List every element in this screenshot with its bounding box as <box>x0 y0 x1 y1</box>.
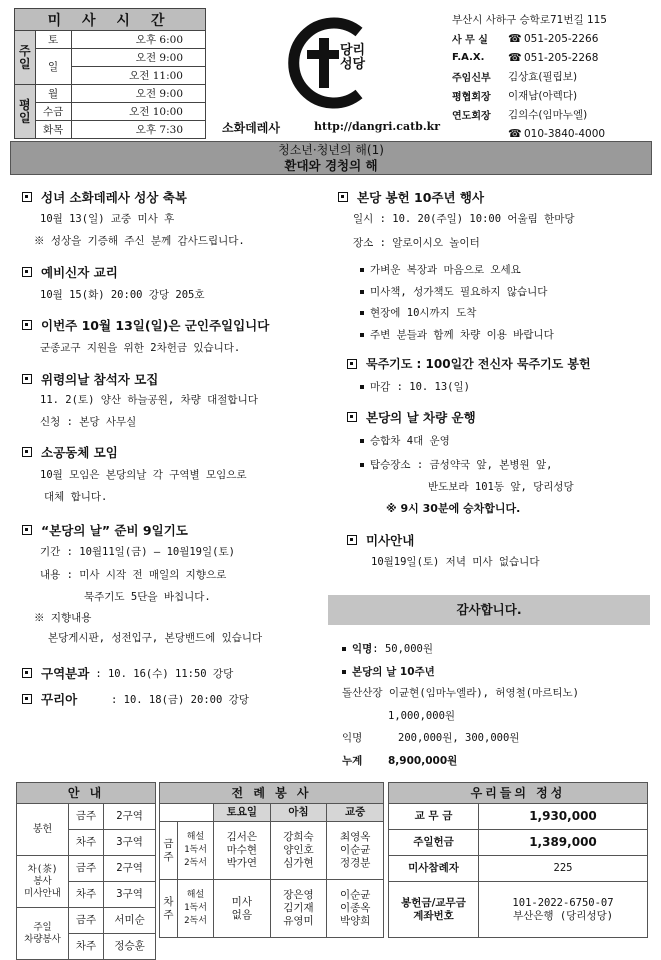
checkbox-bullet-icon <box>22 694 32 704</box>
notice-heading: 미사안내 <box>347 531 414 549</box>
guide-week: 차주 <box>69 934 104 960</box>
weekday-group-label: 평 일 <box>15 85 36 139</box>
liturgy-title: 전 례 봉 사 <box>160 783 384 804</box>
bullet-line: 탑승장소 : 금성약국 앞, 본병원 앞, <box>360 457 552 472</box>
offering-value: 1,389,000 <box>479 830 648 856</box>
notice-heading: “본당의 날” 준비 9일기도 <box>22 521 188 539</box>
guide-value: 3구역 <box>104 830 156 856</box>
guide-week: 차주 <box>69 882 104 908</box>
logo-text-line2: 성당 <box>340 57 366 72</box>
bullet-line: 주변 분들과 함께 차량 이용 바랍니다 <box>360 327 554 342</box>
liturgy-col-header: 토요일 <box>214 804 271 822</box>
notice-line: 장소 : 알로이시오 놀이터 <box>353 237 480 249</box>
assoc-phone: 010-3840-4000 <box>524 127 606 140</box>
notice-line: ※ 9시 30분에 승차합니다. <box>386 502 521 515</box>
offering-value: 1,930,000 <box>479 804 648 830</box>
guide-value: 2구역 <box>104 856 156 882</box>
thanks-heading: 감사합니다. <box>328 595 650 625</box>
offering-value: 225 <box>479 856 648 882</box>
mass-time: 오후 6:00 <box>71 31 205 49</box>
notice-line: ※ 지향내용 <box>34 612 92 624</box>
notice-line: 10월 모임은 본당의날 각 구역별 모임으로 <box>40 469 247 481</box>
notice-line: 본당게시판, 성전입구, 본당밴드에 있습니다 <box>48 632 263 644</box>
notice-heading: 이번주 10월 13일(일)은 군인주일입니다 <box>22 316 269 334</box>
theme-banner <box>10 141 652 175</box>
liturgy-names: 김서은 마수현 박가연 <box>214 822 271 880</box>
notice-line: 10월 15(화) 20:00 강당 205호 <box>40 289 205 301</box>
notice-line: 반도보라 101동 앞, 당리성당 <box>428 481 574 493</box>
council-label: 평협회장 <box>452 92 491 103</box>
guide-row-label: 봉헌 <box>17 804 69 856</box>
offering-label: 미사참례자 <box>389 856 479 882</box>
liturgy-role: 해설 1독서 2독서 <box>178 880 214 938</box>
banner-line2: 환대와 경청의 해 <box>284 158 378 173</box>
notice-heading: 본당의 날 차량 운행 <box>347 408 476 426</box>
notice-heading: 예비신자 교리 <box>22 263 118 281</box>
office-phone: 051-205-2266 <box>524 32 599 45</box>
checkbox-bullet-icon <box>22 668 32 678</box>
address: 부산시 사하구 승학로71번길 115 <box>452 14 607 26</box>
fax-label: F.A.X. <box>452 52 485 63</box>
bullet-icon <box>360 268 364 272</box>
mass-time: 오전 11:00 <box>71 67 205 85</box>
notice-line: 묵주기도 5단을 바칩니다. <box>84 591 211 603</box>
notice-line: 11. 2(토) 양산 하늘공원, 차량 대절합니다 <box>40 394 258 406</box>
mass-time: 오전 9:00 <box>71 49 205 67</box>
phone-icon: ☎ <box>508 127 522 140</box>
mass-time: 오전 10:00 <box>71 103 205 121</box>
bullet-icon <box>360 311 364 315</box>
liturgy-names: 미사 없음 <box>214 880 271 938</box>
guide-value: 서미순 <box>104 908 156 934</box>
mass-day: 토 <box>35 31 71 49</box>
guide-week: 차주 <box>69 830 104 856</box>
assoc-label: 연도회장 <box>452 111 491 122</box>
bullet-line: 현장에 10시까지 도착 <box>360 305 476 320</box>
thanks-total: 누계 8,900,000원 <box>342 755 458 767</box>
offering-label: 봉헌금/교무금 계좌번호 <box>389 882 479 938</box>
thanks-line: 익명: 50,000원 <box>342 641 433 656</box>
guide-title: 안 내 <box>17 783 156 804</box>
liturgy-role: 해설 1독서 2독서 <box>178 822 214 880</box>
notice-line: 대체 합니다. <box>44 491 108 503</box>
liturgy-names: 최영옥 이순균 정경분 <box>327 822 384 880</box>
fax-number: 051-205-2268 <box>524 51 599 64</box>
notice-line: 일시 : 10. 20(주일) 10:00 어울림 한마당 <box>353 213 575 225</box>
notice-line: 10월 13(일) 교중 미사 후 <box>40 213 175 225</box>
notice-line: 기간 : 10월11일(금) – 10월19일(토) <box>40 546 235 558</box>
thanks-line: 1,000,000원 <box>388 710 456 722</box>
liturgy-names: 강희숙 양인호 심가현 <box>270 822 327 880</box>
liturgy-col-header: 교중 <box>327 804 384 822</box>
guide-week: 금주 <box>69 856 104 882</box>
notice-line: 내용 : 미사 시작 전 매일의 지향으로 <box>40 569 227 581</box>
mass-day: 월 <box>35 85 71 103</box>
banner-line1: 청소년·청년의 해(1) <box>278 143 384 157</box>
liturgy-week: 금 주 <box>160 822 178 880</box>
mass-day: 수금 <box>35 103 71 121</box>
bullet-icon <box>360 333 364 337</box>
checkbox-bullet-icon <box>22 447 32 457</box>
notice-heading: 위령의날 참석자 모집 <box>22 370 158 388</box>
guide-value: 정승훈 <box>104 934 156 960</box>
notice-heading: 꾸리아 : 10. 18(금) 20:00 강당 <box>22 690 249 708</box>
checkbox-bullet-icon <box>22 320 32 330</box>
guide-row-label: 주일 차량봉사 <box>17 908 69 960</box>
mass-schedule-title: 미 사 시 간 <box>15 9 206 31</box>
checkbox-bullet-icon <box>22 525 32 535</box>
assoc-president: 김의수(임마누엘) <box>508 109 588 121</box>
office-label: 사 무 실 <box>452 35 488 46</box>
liturgy-col-header: 아침 <box>270 804 327 822</box>
notice-line: : 10. 16(수) 11:50 강당 <box>95 667 234 680</box>
bullet-icon <box>360 439 364 443</box>
sunday-group-label: 주 일 <box>15 31 36 85</box>
bullet-icon <box>342 670 346 674</box>
thanks-line: 본당의 날 10주년 <box>342 664 435 679</box>
notice-heading: 구역분과 : 10. 16(수) 11:50 강당 <box>22 664 233 682</box>
guide-row-label: 차(茶) 봉사 미사안내 <box>17 856 69 908</box>
notice-line: ※ 성상을 기증해 주신 분께 감사드립니다. <box>34 235 245 247</box>
liturgy-table <box>159 782 384 938</box>
notice-heading: 소공동체 모임 <box>22 443 118 461</box>
bullet-icon <box>342 647 346 651</box>
phone-icon: ☎ <box>508 51 522 64</box>
bullet-line: 가벼운 복장과 마음으로 오세요 <box>360 262 521 277</box>
bullet-line: 마감 : 10. 13(일) <box>360 379 470 394</box>
thanks-line: 돌산산장 이균현(임마누엘라), 허영철(마르티노) <box>342 687 579 699</box>
notice-line: 신청 : 본당 사무실 <box>40 416 137 428</box>
mass-schedule-table <box>14 8 206 139</box>
mass-day: 일 <box>35 49 71 85</box>
notice-heading: 묵주기도 : 100일간 전신자 묵주기도 봉헌 <box>347 355 591 372</box>
bullet-icon <box>360 290 364 294</box>
checkbox-bullet-icon <box>22 192 32 202</box>
guide-table <box>16 782 156 960</box>
checkbox-bullet-icon <box>22 374 32 384</box>
offering-title: 우리들의 정성 <box>389 783 648 804</box>
parish-name: 소화데레사 <box>222 121 280 135</box>
parish-logo <box>281 18 391 108</box>
thanks-line: 익명 200,000원, 300,000원 <box>342 732 520 744</box>
mass-time: 오후 7:30 <box>71 121 205 139</box>
offering-label: 주일헌금 <box>389 830 479 856</box>
liturgy-week: 차 주 <box>160 880 178 938</box>
bullet-icon <box>360 385 364 389</box>
church-cross-logo-icon <box>281 18 391 108</box>
checkbox-bullet-icon <box>338 192 348 202</box>
notice-line: : 10. 18(금) 20:00 강당 <box>111 693 249 706</box>
bullet-line: 승합차 4대 운영 <box>360 433 450 448</box>
bullet-line: 미사책, 성가책도 필요하지 않습니다 <box>360 284 547 299</box>
guide-week: 금주 <box>69 908 104 934</box>
checkbox-bullet-icon <box>347 412 357 422</box>
phone-icon: ☎ <box>508 32 522 45</box>
mass-day: 화목 <box>35 121 71 139</box>
notice-line: 10월19일(토) 저녁 미사 없습니다 <box>371 556 540 568</box>
contact-info <box>452 10 657 143</box>
mass-time: 오전 9:00 <box>71 85 205 103</box>
offering-table <box>388 782 648 938</box>
guide-value: 2구역 <box>104 804 156 830</box>
checkbox-bullet-icon <box>347 535 357 545</box>
notice-heading: 본당 봉헌 10주년 행사 <box>338 188 484 206</box>
notice-line: 군종교구 지원을 위한 2차헌금 있습니다. <box>40 342 241 354</box>
offering-label: 교 무 금 <box>389 804 479 830</box>
bullet-icon <box>360 463 364 467</box>
council-president: 이재남(아렉다) <box>508 90 578 102</box>
guide-value: 3구역 <box>104 882 156 908</box>
notice-heading: 성녀 소화데레사 성상 축복 <box>22 188 187 206</box>
website-link[interactable]: http://dangri.catb.kr <box>314 120 441 133</box>
priest-name: 김상효(필립보) <box>508 71 578 83</box>
liturgy-names: 이순균 이종옥 박양희 <box>327 880 384 938</box>
account-number: 101-2022-6750-07 부산은행 (당리성당) <box>479 882 648 938</box>
priest-label: 주임신부 <box>452 73 491 84</box>
liturgy-names: 장은영 김기재 유영미 <box>270 880 327 938</box>
checkbox-bullet-icon <box>347 359 357 369</box>
checkbox-bullet-icon <box>22 267 32 277</box>
logo-text-line1: 당리 <box>340 43 366 58</box>
guide-week: 금주 <box>69 804 104 830</box>
